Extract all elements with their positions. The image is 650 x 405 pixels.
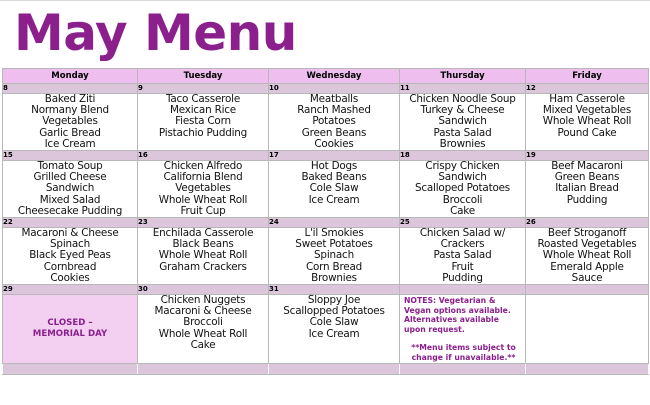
menu-cell <box>3 228 138 285</box>
menu-item: Crackers <box>440 238 485 251</box>
menu-item: Enchilada Casserole <box>152 227 254 240</box>
menu-item: Crispy Chicken <box>425 160 500 173</box>
menu-cell <box>3 94 138 151</box>
menu-item-list <box>400 161 525 217</box>
menu-item: Mexican Rice <box>170 104 236 117</box>
menu-item-list <box>526 228 648 284</box>
menu-cell <box>138 295 269 364</box>
menu-item-list <box>269 161 399 206</box>
menu-item: Ice Cream <box>308 327 360 340</box>
menu-item: Graham Crackers <box>159 260 247 273</box>
menu-cell <box>138 161 269 218</box>
date-number: 12 <box>526 84 649 94</box>
menu-item: Cornbread <box>43 260 97 273</box>
page-title: May Menu <box>14 4 297 62</box>
menu-item: Corn Bread <box>305 260 363 273</box>
date-number: 23 <box>138 218 269 228</box>
menu-cell <box>269 228 400 285</box>
date-number: 26 <box>526 218 649 228</box>
menu-item-list <box>138 94 268 139</box>
date-number: 16 <box>138 151 269 161</box>
menu-item: Mixed Vegetables <box>542 104 632 117</box>
menu-item: Vegetables <box>175 182 231 195</box>
menu-item: Tomato Soup <box>37 160 103 173</box>
date-number <box>526 285 649 295</box>
menu-item: Ice Cream <box>44 137 96 150</box>
menu-item: Turkey & Cheese <box>420 104 505 117</box>
menu-cell <box>138 94 269 151</box>
menu-item: Scallopped Potatoes <box>283 305 385 318</box>
date-number: 8 <box>3 84 138 94</box>
empty-cell <box>526 295 649 364</box>
menu-item: Whole Wheat Roll <box>542 115 632 128</box>
menu-item: Pistachio Pudding <box>158 126 248 139</box>
menu-cell <box>526 161 649 218</box>
date-number: 9 <box>138 84 269 94</box>
menu-item: Scalloped Potatoes <box>414 182 511 195</box>
menu-item-list <box>269 295 399 340</box>
menu-item: Beef Macaroni <box>551 160 623 173</box>
menu-item: Whole Wheat Roll <box>158 327 248 340</box>
menu-cell <box>138 228 269 285</box>
menu-cell <box>526 94 649 151</box>
date-number: 29 <box>3 285 138 295</box>
weekday-header: Wednesday <box>269 69 400 84</box>
menu-item: Black Eyed Peas <box>29 249 111 262</box>
menu-item: Whole Wheat Roll <box>158 249 248 262</box>
notes-disclaimer: **Menu items subject to change if unavailable.** <box>411 343 516 363</box>
menu-item: Taco Casserole <box>165 93 241 105</box>
menu-item-list <box>269 94 399 150</box>
menu-item: Grilled Cheese <box>33 171 107 184</box>
menu-item: Fruit Cup <box>180 204 226 217</box>
menu-item: Ice Cream <box>308 193 360 206</box>
footer-band <box>3 363 649 374</box>
menu-row <box>3 295 649 364</box>
menu-item: Cole Slaw <box>309 182 359 195</box>
menu-item-list <box>3 161 137 217</box>
menu-item: Macaroni & Cheese <box>21 227 119 240</box>
menu-item: Pasta Salad <box>433 249 492 262</box>
date-number: 11 <box>400 84 526 94</box>
menu-cell <box>526 228 649 285</box>
menu-item: Broccoli <box>183 316 223 329</box>
menu-item: Chicken Nuggets <box>160 294 246 307</box>
menu-item: Emerald Apple <box>550 260 624 273</box>
menu-item: Chicken Salad w/ <box>419 227 506 240</box>
menu-item: Brownies <box>311 271 357 284</box>
menu-item: L'il Smokies <box>304 227 364 240</box>
date-number: 24 <box>269 218 400 228</box>
menu-item: Vegetables <box>42 115 98 128</box>
menu-item: Normany Blend <box>31 104 109 117</box>
date-row <box>3 151 649 161</box>
menu-item: Italian Bread <box>555 182 619 195</box>
menu-item: Pudding <box>442 271 483 284</box>
menu-cell <box>269 161 400 218</box>
menu-item: Pudding <box>566 193 608 206</box>
menu-item: Green Beans <box>554 171 620 184</box>
menu-cell <box>400 228 526 285</box>
menu-item: Cake <box>190 338 216 351</box>
menu-item-list <box>400 228 525 284</box>
date-number: 22 <box>3 218 138 228</box>
menu-calendar <box>2 68 649 375</box>
menu-item-list <box>3 228 137 284</box>
menu-item: Potatoes <box>312 115 356 128</box>
date-number: 10 <box>269 84 400 94</box>
menu-item-list <box>138 161 268 217</box>
menu-item: Green Beans <box>301 126 367 139</box>
notes-text: NOTES: Vegetarian & Vegan options available. Alternatives available upon request. <box>404 296 511 334</box>
menu-item: Whole Wheat Roll <box>158 193 248 206</box>
menu-item: Spinach <box>50 238 90 251</box>
menu-item: Hot Dogs <box>310 160 358 173</box>
menu-item: Baked Ziti <box>44 93 96 105</box>
weekday-header: Friday <box>526 69 649 84</box>
date-row <box>3 84 649 94</box>
weekday-header-row <box>3 69 649 84</box>
menu-item: Whole Wheat Roll <box>542 249 632 262</box>
menu-item: Cookies <box>314 137 354 150</box>
menu-row <box>3 161 649 218</box>
menu-item-list <box>138 295 268 351</box>
menu-item: Sandwich <box>438 171 487 184</box>
date-number: 25 <box>400 218 526 228</box>
menu-item: Chicken Alfredo <box>163 160 243 173</box>
closed-line: CLOSED – <box>47 317 93 328</box>
menu-item: Meatballs <box>309 93 359 105</box>
weekday-header: Monday <box>3 69 138 84</box>
menu-item: Sweet Potatoes <box>295 238 373 251</box>
weekday-header: Thursday <box>400 69 526 84</box>
menu-item: Brownies <box>439 137 486 150</box>
date-number: 19 <box>526 151 649 161</box>
menu-item: Pasta Salad <box>433 126 492 139</box>
top-rule <box>0 0 650 1</box>
menu-item: Sauce <box>571 271 603 284</box>
menu-item: Fiesta Corn <box>175 115 231 128</box>
menu-item: Fruit <box>451 260 474 273</box>
menu-item: Cheesecake Pudding <box>17 204 123 217</box>
date-number: 18 <box>400 151 526 161</box>
menu-cell <box>269 94 400 151</box>
date-number: 31 <box>269 285 400 295</box>
closed-reason: MEMORIAL DAY <box>32 328 108 339</box>
calendar-body <box>3 84 649 375</box>
menu-item: Broccoli <box>442 193 483 206</box>
menu-item-list <box>526 94 648 139</box>
menu-item-list <box>3 94 137 150</box>
menu-item: Beef Stroganoff <box>547 227 627 240</box>
menu-item: Mixed Salad <box>39 193 101 206</box>
menu-item-list <box>400 94 525 150</box>
menu-cell <box>400 161 526 218</box>
date-row <box>3 285 649 295</box>
menu-item: Pound Cake <box>557 126 617 139</box>
notes-cell <box>400 295 526 364</box>
menu-cell <box>269 295 400 364</box>
weekday-header: Tuesday <box>138 69 269 84</box>
date-row <box>3 218 649 228</box>
menu-item: Macaroni & Cheese <box>154 305 252 318</box>
menu-item: Roasted Vegetables <box>537 238 637 251</box>
menu-row <box>3 228 649 285</box>
menu-cell <box>400 94 526 151</box>
menu-item: Sandwich <box>438 115 487 128</box>
closed-day-cell <box>3 295 138 364</box>
menu-item: Ranch Mashed <box>297 104 371 117</box>
closed-notice <box>3 318 137 340</box>
menu-item: Baked Beans <box>301 171 367 184</box>
menu-item: Chicken Noodle Soup <box>409 93 516 105</box>
menu-item: Ham Casserole <box>549 93 625 105</box>
menu-item: Black Beans <box>172 238 234 251</box>
menu-item-list <box>526 161 648 206</box>
date-number: 17 <box>269 151 400 161</box>
menu-item: Garlic Bread <box>39 126 101 139</box>
menu-item: Cookies <box>50 271 90 284</box>
menu-item-list <box>269 228 399 284</box>
menu-item: California Blend <box>163 171 243 184</box>
menu-item: Sandwich <box>45 182 95 195</box>
menu-item: Cole Slaw <box>309 316 359 329</box>
menu-item: Cake <box>450 204 475 217</box>
menu-row <box>3 94 649 151</box>
menu-item: Sloppy Joe <box>307 294 361 307</box>
date-number <box>400 285 526 295</box>
menu-item: Spinach <box>314 249 354 262</box>
menu-item-list <box>138 228 268 273</box>
notes-block <box>400 295 525 363</box>
date-number: 15 <box>3 151 138 161</box>
date-number: 30 <box>138 285 269 295</box>
menu-cell <box>3 161 138 218</box>
